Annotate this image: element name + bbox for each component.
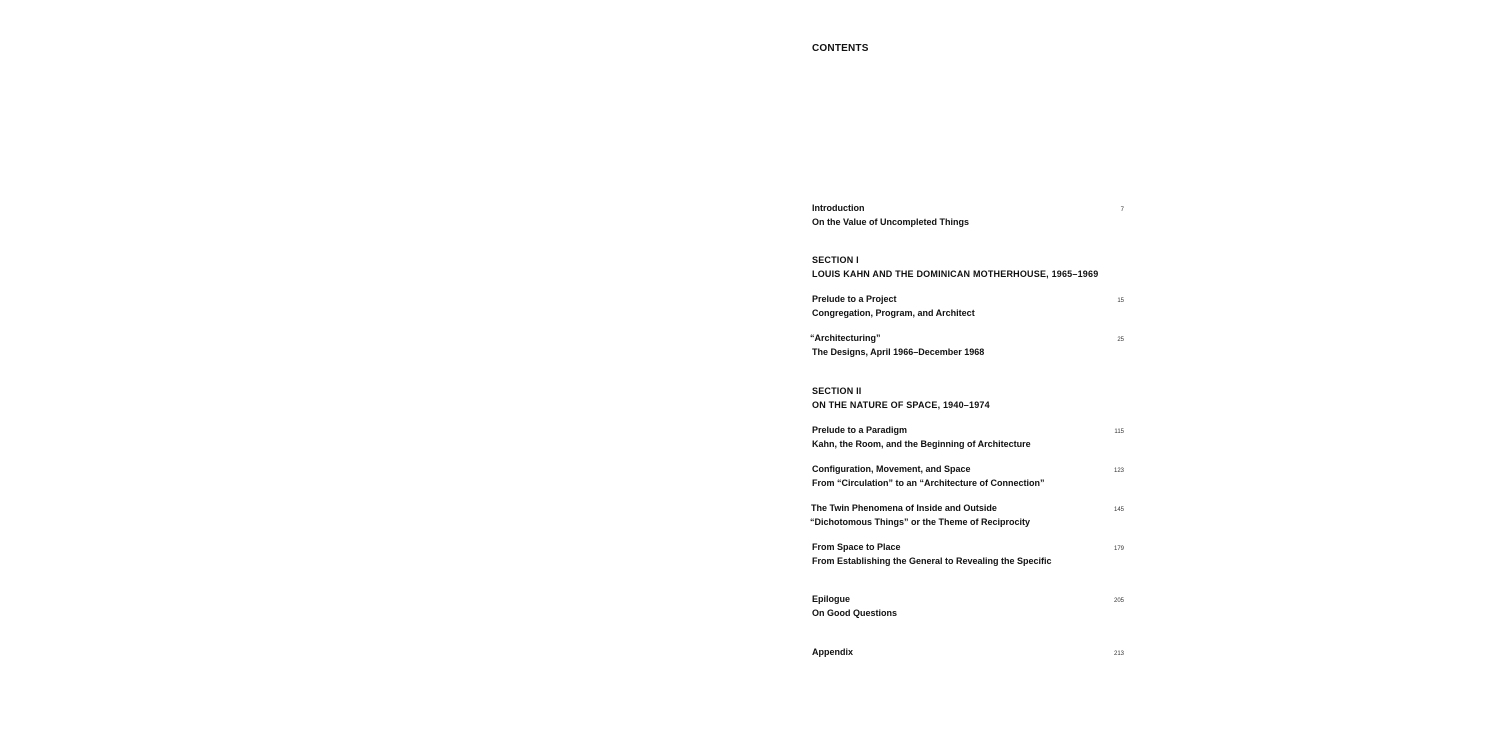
entry-title: Prelude to a Project — [812, 294, 897, 304]
section-header-1 — [812, 254, 1098, 281]
entry-title: Prelude to a Paradigm — [812, 425, 908, 435]
entry-subtitle: “Dichotomous Things” or the Theme of Reciprocity — [810, 516, 1031, 527]
toc-entry — [812, 463, 1124, 490]
entry-subtitle: Kahn, the Room, and the Beginning of Architecture — [812, 438, 1031, 449]
section-label: SECTION II — [812, 386, 862, 396]
entry-title: From Space to Place — [812, 542, 901, 552]
contents-heading: CONTENTS — [812, 43, 869, 54]
toc-entry — [810, 332, 1124, 359]
entry-subtitle: On the Value of Uncompleted Things — [812, 216, 970, 227]
entry-page-number: 179 — [1113, 546, 1124, 552]
entry-page-number: 145 — [1113, 507, 1124, 513]
entry-subtitle: From “Circulation” to an “Architecture of Connection” — [812, 477, 1045, 488]
entry-subtitle: The Designs, April 1966–December 1968 — [812, 346, 985, 357]
toc-entry-epilogue — [812, 593, 1124, 620]
toc-entry — [812, 541, 1124, 568]
entry-page-number: 7 — [1120, 207, 1124, 213]
entry-page-number: 213 — [1113, 651, 1124, 657]
entry-subtitle: From Establishing the General to Revealing the Specific — [812, 555, 1052, 566]
entry-page-number: 25 — [1117, 337, 1124, 343]
section-label: SECTION I — [812, 255, 859, 265]
entry-title: Introduction — [812, 203, 865, 213]
entry-title: Configuration, Movement, and Space — [812, 464, 971, 474]
toc-entry-introduction — [812, 202, 1124, 229]
entry-page-number: 115 — [1114, 429, 1124, 435]
entry-subtitle: Congregation, Program, and Architect — [812, 307, 975, 318]
entry-title: “Architecturing” — [810, 333, 881, 343]
entry-title: Appendix — [812, 647, 854, 657]
section-title: LOUIS KAHN AND THE DOMINICAN MOTHERHOUSE, 1965–1969 — [812, 268, 1099, 279]
section-title: ON THE NATURE OF SPACE, 1940–1974 — [812, 399, 990, 410]
entry-title: The Twin Phenomena of Inside and Outside — [811, 503, 997, 513]
toc-entry — [812, 293, 1124, 320]
toc-entry-appendix — [812, 646, 1124, 660]
entry-page-number: 15 — [1117, 298, 1124, 304]
entry-page-number: 123 — [1113, 468, 1124, 474]
toc-entry — [810, 502, 1124, 529]
entry-title: Epilogue — [812, 594, 850, 604]
section-header-2 — [812, 385, 990, 412]
entry-subtitle: On Good Questions — [812, 607, 897, 618]
entry-page-number: 205 — [1113, 598, 1124, 604]
toc-entry — [812, 424, 1124, 451]
